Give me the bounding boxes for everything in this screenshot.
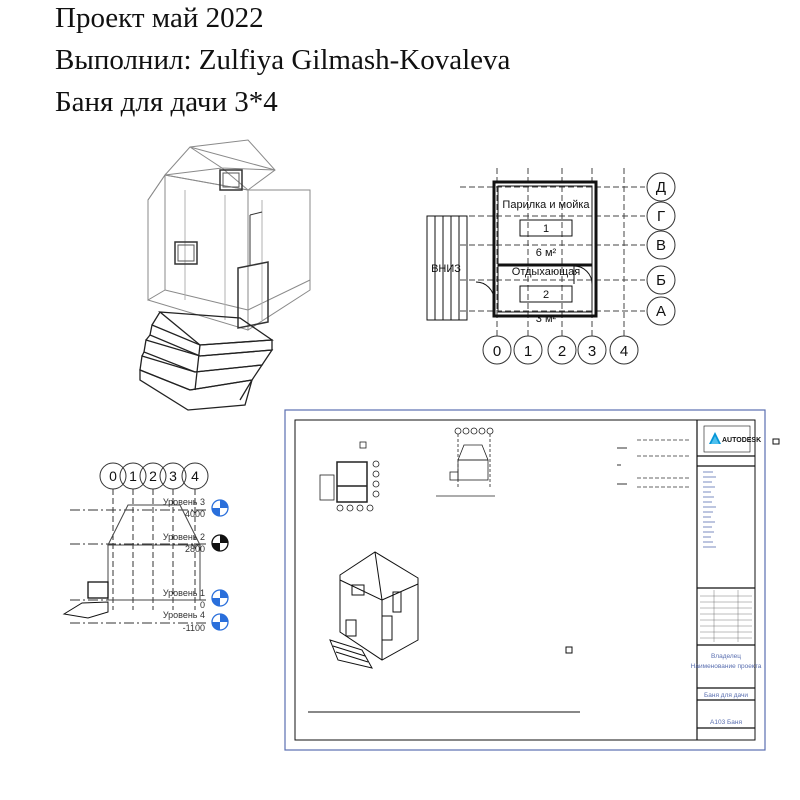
grid-label-1: 1 <box>523 343 533 360</box>
sheet-mini-section <box>436 428 495 496</box>
sheet-owner: Владелец <box>710 653 742 660</box>
grid-label-b: Б <box>656 272 666 289</box>
sheet-notes-text <box>703 472 716 547</box>
autodesk-brand: AUTODESK <box>722 437 762 444</box>
room-name-parilka: Парилка и мойка <box>502 199 590 211</box>
level-value-2: 2800 <box>184 544 205 554</box>
level-marker-icon <box>212 500 228 516</box>
grid-label-d: Д <box>655 179 667 196</box>
room-number-2: 2 <box>542 289 550 301</box>
grid-label-0: 0 <box>492 343 502 360</box>
sheet-revision-table <box>700 590 752 642</box>
sheet-tick-marks <box>617 448 627 484</box>
elev-grid-label-2: 2 <box>149 468 157 484</box>
grid-label-3: 3 <box>587 343 597 360</box>
level-name-3: Уровень 3 <box>162 497 205 507</box>
elev-grid-label-0: 0 <box>109 468 117 484</box>
level-marker-icon <box>212 590 228 606</box>
elev-grid-label-3: 3 <box>169 468 177 484</box>
level-name-1: Уровень 1 <box>162 588 205 598</box>
level-name-4: Уровень 4 <box>162 610 205 620</box>
sheet-project-name: Наименование проекта <box>690 663 762 670</box>
sheet-name: Баня для дачи <box>704 692 748 699</box>
elevation-view <box>64 463 208 623</box>
level-marker-icon <box>212 614 228 630</box>
sheet-door-tag-icon <box>566 439 779 653</box>
autodesk-logo-icon <box>709 432 721 444</box>
level-value-1: 0 <box>199 600 205 610</box>
sheet-number: А103 Баня <box>710 719 742 726</box>
room-number-1: 1 <box>542 223 550 235</box>
room-area-2: 3 м² <box>535 313 557 325</box>
room-area-1: 6 м² <box>535 247 557 259</box>
level-value-4: -1100 <box>182 623 205 633</box>
drawing-sheet <box>285 410 765 750</box>
grid-label-4: 4 <box>619 343 629 360</box>
elev-grid-label-4: 4 <box>191 468 199 484</box>
grid-label-v: В <box>655 237 667 254</box>
stair-down-label: ВНИЗ <box>431 263 461 275</box>
elev-grid-label-1: 1 <box>129 468 137 484</box>
sheet-viewport-leaders <box>637 440 690 487</box>
view-3d-bathhouse <box>140 140 310 410</box>
title-project: Проект май 2022 <box>55 2 264 34</box>
grid-label-g: Г <box>656 208 666 225</box>
grid-label-2: 2 <box>557 343 567 360</box>
level-marker-icon <box>212 535 228 551</box>
title-subject: Баня для дачи 3*4 <box>55 86 278 118</box>
sheet-mini-plan <box>320 442 379 511</box>
sheet-mini-3d <box>308 552 580 712</box>
room-name-otdyh: Отдыхающая <box>511 266 581 278</box>
level-name-2: Уровень 2 <box>162 532 205 542</box>
grid-label-a: А <box>655 303 667 320</box>
level-value-3: 4000 <box>184 509 205 519</box>
level-markers <box>212 500 228 630</box>
title-author: Выполнил: Zulfiya Gilmash-Kovaleva <box>55 44 511 76</box>
